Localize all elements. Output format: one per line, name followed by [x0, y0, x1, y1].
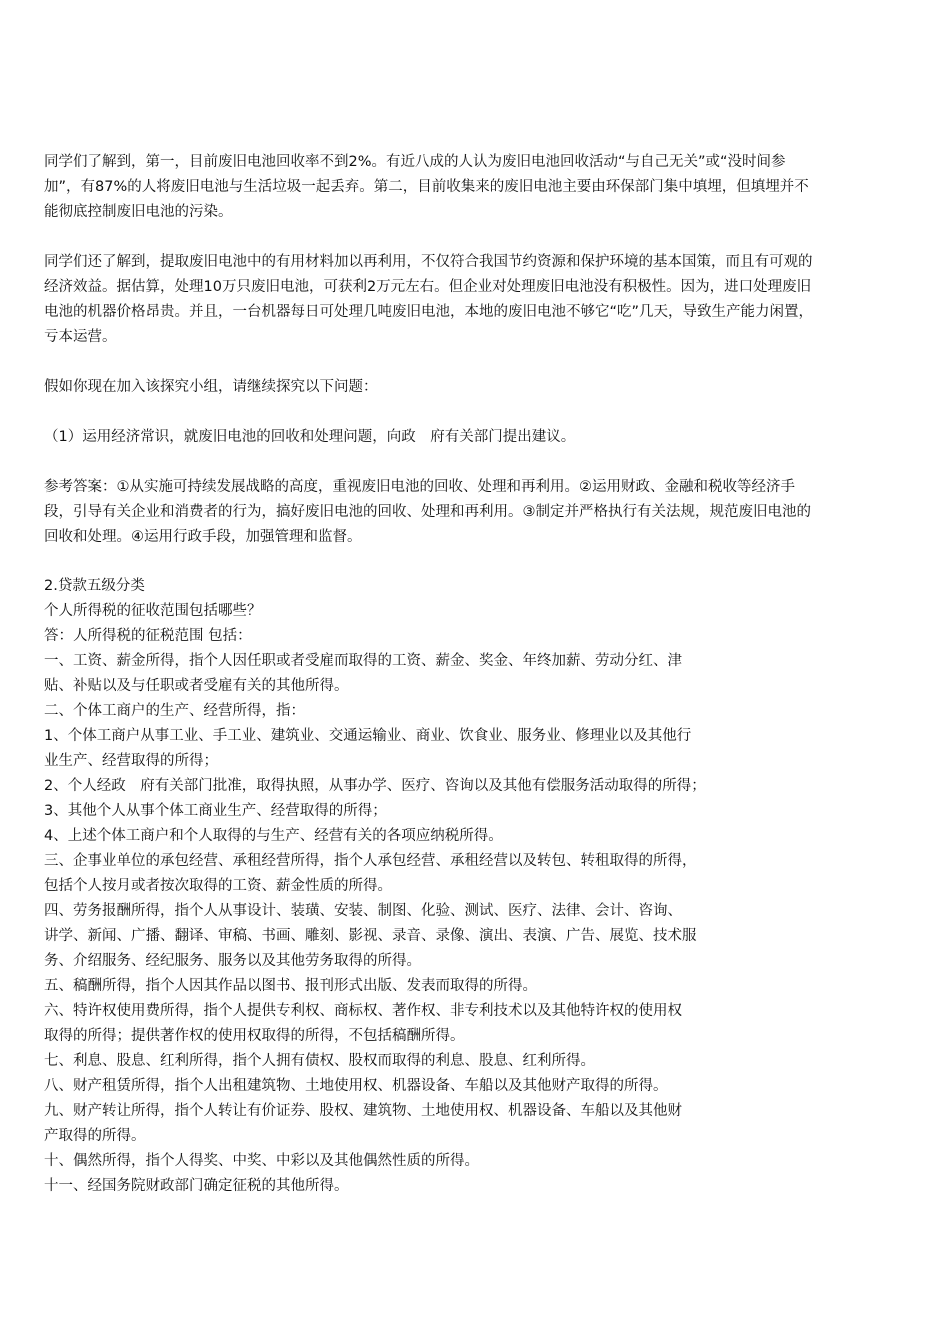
tax-line: 3、其他个人从事个体工商业生产、经营取得的所得； [44, 803, 387, 819]
question-1: （1）运用经济常识，就废旧电池的回收和处理问题，向政 府有关部门提出建议。 [44, 429, 576, 445]
tax-line: 三、企事业单位的承包经营、承租经营所得，指个人承包经营、承租经营以及转包、转租取得的所得， [44, 853, 697, 869]
section-title: 2.贷款五级分类 [44, 578, 145, 594]
tax-line: 取得的所得；提供著作权的使用权取得的所得，不包括稿酬所得。 [44, 1028, 465, 1044]
tax-line: 包括个人按月或者按次取得的工资、薪金性质的所得。 [44, 878, 392, 894]
tax-line: 2、个人经政 府有关部门批准，取得执照，从事办学、医疗、咨询以及其他有偿服务活动取得的所得； [44, 778, 706, 794]
tax-line: 产取得的所得。 [44, 1128, 146, 1144]
reference-answer: 参考答案：①从实施可持续发展战略的高度，重视废旧电池的回收、处理和再利用。②运用财政、金融和税收等经济手段，引导有关企业和消费者的行为，搞好废旧电池的回收、处理和再利用。③制定并严格执行有关法规，规范废旧电池的回收和处理。④运用行政手段，加强管理和监督。 [44, 479, 811, 545]
tax-line: 讲学、新闻、广播、翻译、审稿、书画、雕刻、影视、录音、录像、演出、表演、广告、展览、技术服 [44, 928, 697, 944]
paragraph-survey-findings: 同学们了解到，第一，目前废旧电池回收率不到2%。有近八成的人认为废旧电池回收活动“与自己无关”或“没时间参加”，有87%的人将废旧电池与生活垃圾一起丢弃。第二，目前收集来的废旧电池主要由环保部门集中填埋，但填埋并不能彻底控制废旧电池的污染。 [44, 154, 809, 220]
tax-line: 八、财产租赁所得，指个人出租建筑物、土地使用权、机器设备、车船以及其他财产取得的所得。 [44, 1078, 668, 1094]
tax-line: 十一、经国务院财政部门确定征税的其他所得。 [44, 1178, 349, 1194]
tax-section [44, 574, 824, 1199]
tax-line: 1、个体工商户从事工业、手工业、建筑业、交通运输业、商业、饮食业、服务业、修理业以及其他行 [44, 728, 692, 744]
tax-line: 务、介绍服务、经纪服务、服务以及其他劳务取得的所得。 [44, 953, 421, 969]
tax-line: 贴、补贴以及与任职或者受雇有关的其他所得。 [44, 678, 349, 694]
tax-question: 个人所得税的征收范围包括哪些？ [44, 603, 262, 619]
paragraph-join-group: 假如你现在加入该探究小组，请继续探究以下问题： [44, 379, 378, 395]
tax-line: 二、个体工商户的生产、经营所得，指： [44, 703, 305, 719]
tax-line: 十、偶然所得，指个人得奖、中奖、中彩以及其他偶然性质的所得。 [44, 1153, 479, 1169]
tax-line: 4、上述个体工商户和个人取得的与生产、经营有关的各项应纳税所得。 [44, 828, 503, 844]
tax-line: 九、财产转让所得，指个人转让有价证券、股权、建筑物、土地使用权、机器设备、车船以及其他财 [44, 1103, 682, 1119]
tax-answer-intro: 答：人所得税的征税范围 包括： [44, 628, 252, 644]
tax-line: 六、特许权使用费所得，指个人提供专利权、商标权、著作权、非专利技术以及其他特许权的使用权 [44, 1003, 682, 1019]
paragraph-recycling-economics: 同学们还了解到，提取废旧电池中的有用材料加以再利用，不仅符合我国节约资源和保护环境的基本国策，而且有可观的经济效益。据估算，处理10万只废旧电池，可获利2万元左右。但企业对处理废旧电池没有积极性。因为，进口处理废旧电池的机器价格昂贵。并且，一台机器每日可处理几吨废旧电池，本地的废旧电池不够它“吃”几天，导致生产能力闲置，亏本运营。 [44, 254, 814, 345]
tax-line: 业生产、经营取得的所得； [44, 753, 218, 769]
tax-line: 一、工资、薪金所得，指个人因任职或者受雇而取得的工资、薪金、奖金、年终加薪、劳动分红、津 [44, 653, 682, 669]
tax-line: 五、稿酬所得，指个人因其作品以图书、报刊形式出版、发表而取得的所得。 [44, 978, 537, 994]
tax-line: 四、劳务报酬所得，指个人从事设计、装璜、安装、制图、化验、测试、医疗、法律、会计、咨询、 [44, 903, 682, 919]
tax-line: 七、利息、股息、红利所得，指个人拥有债权、股权而取得的利息、股息、红利所得。 [44, 1053, 595, 1069]
